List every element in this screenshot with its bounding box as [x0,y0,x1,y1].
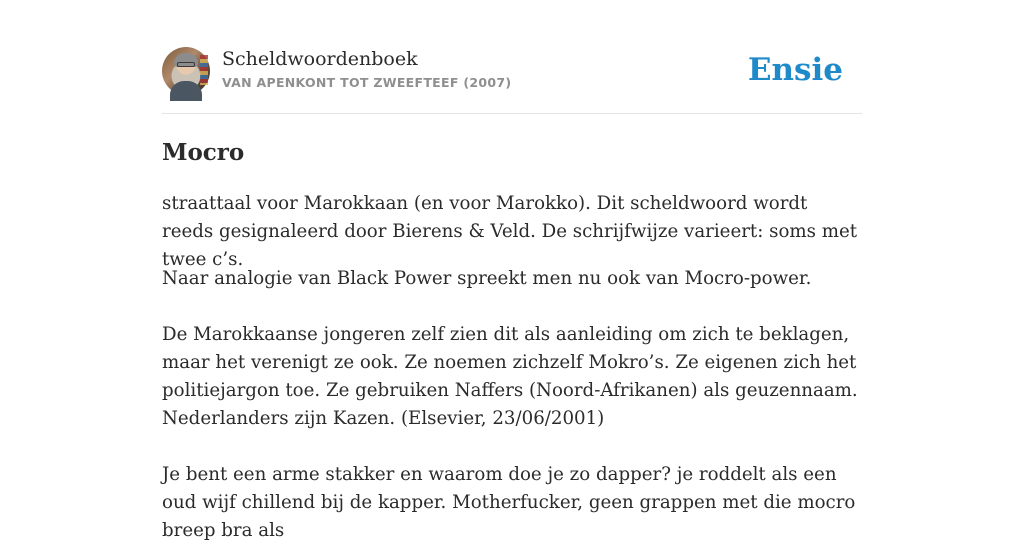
headword: Mocro [162,139,245,166]
quote-paragraph: Je bent een arme stakker en waarom doe je zo dapper? je roddelt als een oud wijf chillend bij de kapper. Motherfucker, geen grappen met die mocro breep bra als [162,464,856,541]
author-avatar[interactable] [162,47,210,95]
bookshelf-backdrop [200,55,208,85]
dictionary-subtitle: VAN APENKONT TOT ZWEEFTEEF (2007) [222,75,512,90]
dictionary-title[interactable]: Scheldwoordenboek [222,48,418,70]
avatar-shirt [170,81,202,101]
entry-page [162,46,862,541]
definition-paragraph: straattaal voor Marokkaan (en voor Marokko). Dit scheldwoord wordt reeds gesignaleerd door Bierens & Veld. De schrijfwijze varieert: soms met twee c’s. [162,193,858,270]
ensie-logo[interactable]: Ensie [747,52,843,88]
avatar-glasses [177,62,195,67]
definition-paragraph: Naar analogie van Black Power spreekt men nu ook van Mocro-power. [162,268,812,289]
quote-paragraph: De Marokkaanse jongeren zelf zien dit als aanleiding om zich te beklagen, maar het verenigt ze ook. Ze noemen zichzelf Mokro’s. Ze eigenen zich het politiejargon toe. Ze gebruiken Naffers (Noord-Afrikanen) als geuzennaam. Nederlanders zijn Kazen. (Elsevier, 23/06/2001) [162,324,858,429]
header [162,46,862,114]
